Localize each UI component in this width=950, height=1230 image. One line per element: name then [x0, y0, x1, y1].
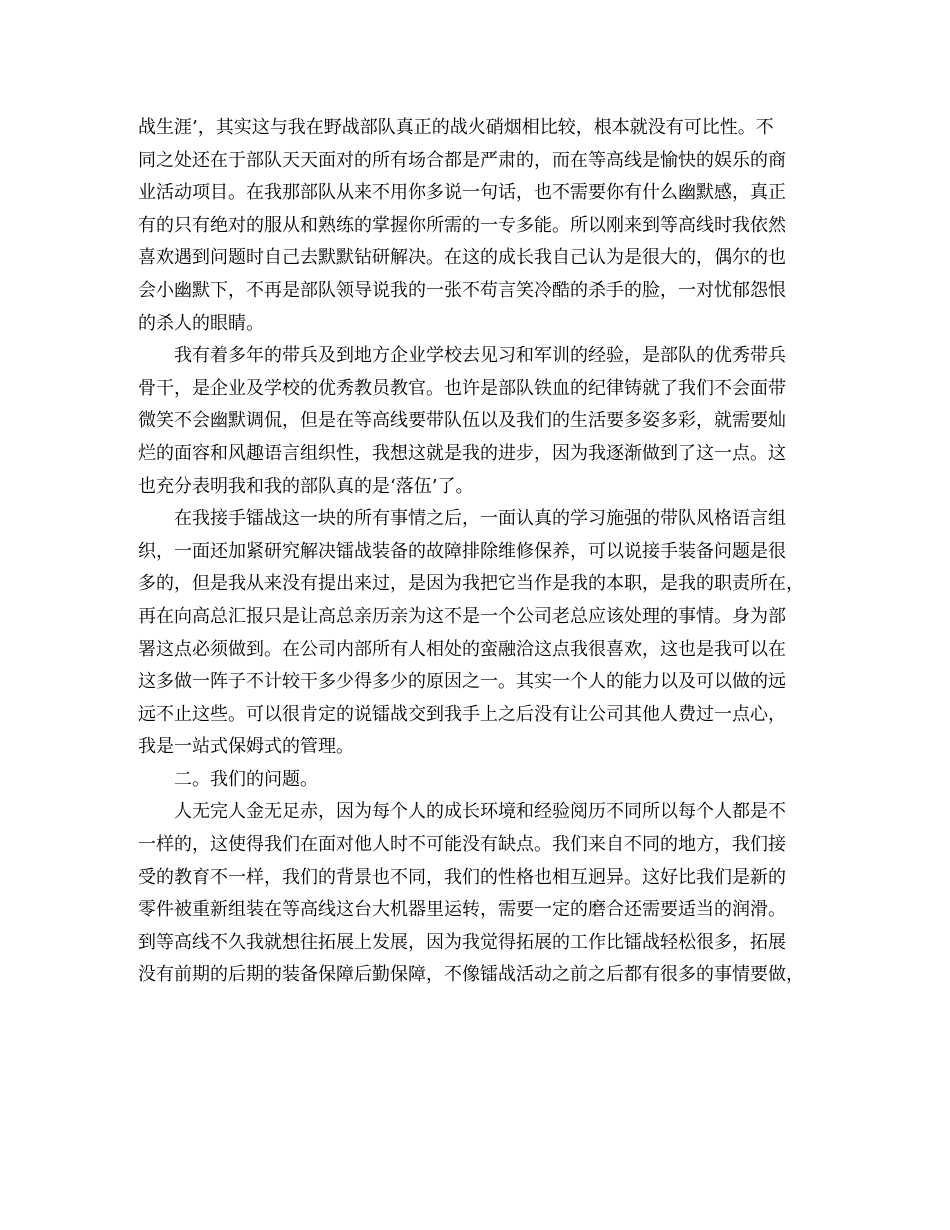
text-line: 二。我们的问题。 — [174, 768, 318, 790]
document-body — [138, 112, 818, 992]
text-line: 零件被重新组装在等高线这台大机器里运转，需要一定的磨合还需要适当的润滑。 — [138, 899, 786, 921]
text-line: 微笑不会幽默调侃，但是在等高线要带队伍以及我们的生活要多姿多彩，就需要灿 — [138, 410, 786, 432]
text-line: 再在向高总汇报只是让高总亲历亲为这不是一个公司老总应该处理的事情。身为部 — [138, 605, 786, 627]
text-line: 署这点必须做到。在公司内部所有人相处的蛮融洽这点我很喜欢，这也是我可以在 — [138, 638, 786, 660]
text-line: 烂的面容和风趣语言组织性，我想这就是我的进步，因为我逐渐做到了这一点。这 — [138, 442, 786, 464]
text-line: 多的，但是我从来没有提出来过，是因为我把它当作是我的本职，是我的职责所在， — [138, 573, 804, 595]
text-line: 我有着多年的带兵及到地方企业学校去见习和军训的经验，是部队的优秀带兵 — [174, 345, 786, 367]
text-line: 我是一站式保姆式的管理。 — [138, 736, 354, 758]
text-line: 受的教育不一样，我们的背景也不同，我们的性格也相互迥异。这好比我们是新的 — [138, 866, 786, 888]
text-line: 这多做一阵子不计较干多少得多少的原因之一。其实一个人的能力以及可以做的远 — [138, 671, 786, 693]
paragraph — [138, 503, 818, 764]
text-line: 喜欢遇到问题时自己去默默钻研解决。在这的成长我自己认为是很大的，偶尔的也 — [138, 247, 786, 269]
text-line: 会小幽默下，不再是部队领导说我的一张不苟言笑冷酷的杀手的脸，一对忧郁怨恨 — [138, 279, 786, 301]
text-line: 的杀人的眼睛。 — [138, 312, 264, 334]
text-line: 骨干，是企业及学校的优秀教员教官。也许是部队铁血的纪律铸就了我们不会面带 — [138, 377, 786, 399]
paragraph — [138, 112, 818, 340]
text-line: 到等高线不久我就想往拓展上发展，因为我觉得拓展的工作比镭战轻松很多，拓展 — [138, 931, 786, 953]
text-line: 业活动项目。在我那部队从来不用你多说一句话，也不需要你有什么幽默感，真正 — [138, 182, 786, 204]
text-line: 没有前期的后期的装备保障后勤保障，不像镭战活动之前之后都有很多的事情要做， — [138, 964, 804, 986]
text-line: 人无完人金无足赤，因为每个人的成长环境和经验阅历不同所以每个人都是不 — [174, 801, 786, 823]
text-line: 一样的，这使得我们在面对他人时不可能没有缺点。我们来自不同的地方，我们接 — [138, 834, 786, 856]
text-line: 也充分表明我和我的部队真的是‘落伍’了。 — [138, 475, 474, 497]
text-line: 有的只有绝对的服从和熟练的掌握你所需的一专多能。所以刚来到等高线时我依然 — [138, 214, 786, 236]
text-line: 在我接手镭战这一块的所有事情之后，一面认真的学习施强的带队风格语言组 — [174, 508, 786, 530]
text-line: 织，一面还加紧研究解决镭战装备的故障排除维修保养，可以说接手装备问题是很 — [138, 540, 786, 562]
paragraph — [138, 340, 818, 503]
text-line: 战生涯’，其实这与我在野战部队真正的战火硝烟相比较，根本就没有可比性。不 — [138, 117, 774, 138]
paragraph — [138, 796, 818, 992]
section-heading — [138, 764, 818, 797]
text-line: 同之处还在于部队天天面对的所有场合都是严肃的，而在等高线是愉快的娱乐的商 — [138, 149, 786, 171]
text-line: 远不止这些。可以很肯定的说镭战交到我手上之后没有让公司其他人费过一点心， — [138, 703, 786, 725]
